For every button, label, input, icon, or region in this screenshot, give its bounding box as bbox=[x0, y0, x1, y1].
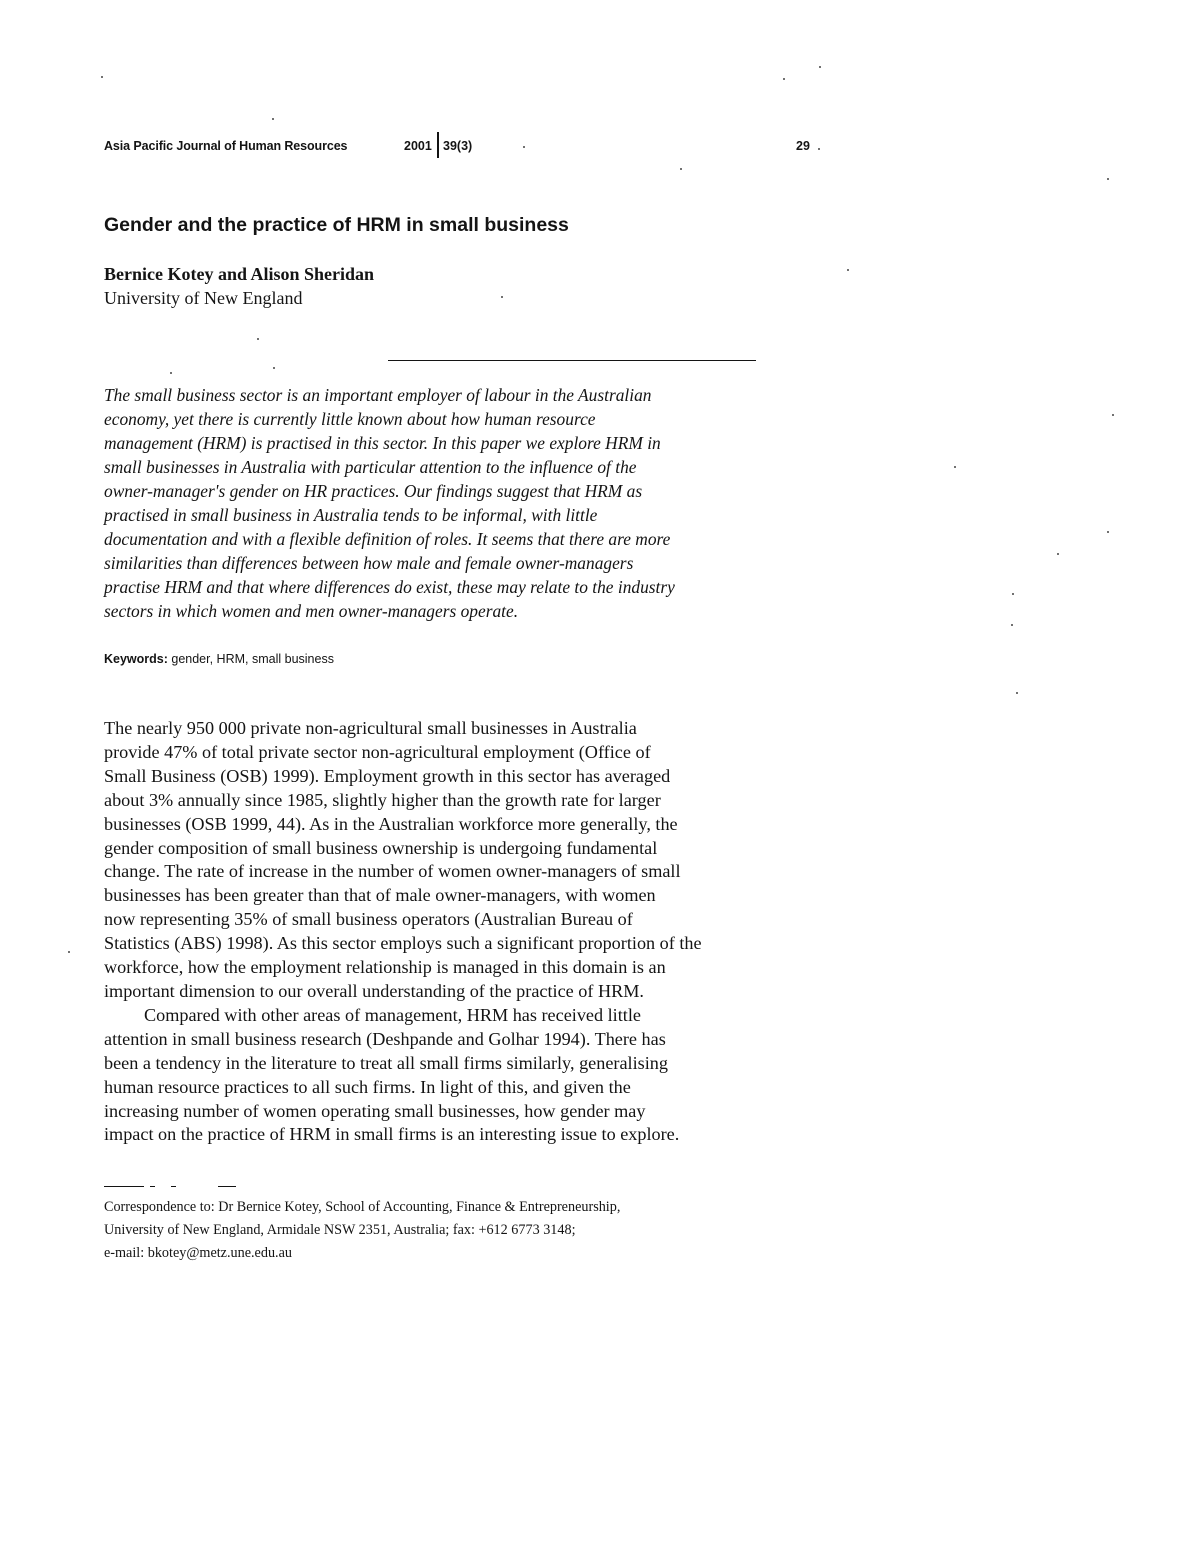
page-number: 29 bbox=[796, 139, 810, 153]
scan-speck bbox=[1057, 553, 1059, 555]
section-divider bbox=[388, 360, 756, 361]
body-line: workforce, how the employment relationship is managed in this domain is an bbox=[104, 957, 666, 978]
body-line: businesses has been greater than that of male owner-managers, with women bbox=[104, 885, 656, 906]
article-authors: Bernice Kotey and Alison Sheridan bbox=[104, 264, 375, 284]
body-text bbox=[104, 717, 758, 1147]
body-line: businesses (OSB 1999, 44). As in the Australian workforce more generally, the bbox=[104, 813, 678, 834]
body-line: increasing number of women operating small businesses, how gender may bbox=[104, 1100, 646, 1121]
abstract-line: sectors in which women and men owner-managers operate. bbox=[104, 601, 519, 621]
scan-speck bbox=[1107, 531, 1109, 533]
body-line: Small Business (OSB) 1999). Employment growth in this sector has averaged bbox=[104, 765, 671, 786]
scan-speck bbox=[1016, 692, 1018, 694]
footnote-line: University of New England, Armidale NSW 2351, Australia; fax: +612 6773 3148; bbox=[104, 1222, 576, 1238]
abstract-line: management (HRM) is practised in this sector. In this paper we explore HRM in bbox=[104, 433, 661, 453]
body-line: Compared with other areas of management, HRM has received little bbox=[144, 1004, 641, 1025]
scan-speck bbox=[101, 76, 103, 78]
scan-speck bbox=[680, 168, 682, 170]
body-line: change. The rate of increase in the number of women owner-managers of small bbox=[104, 861, 681, 882]
header-separator bbox=[437, 132, 439, 158]
body-line: The nearly 950 000 private non-agricultural small businesses in Australia bbox=[104, 718, 637, 738]
body-line: provide 47% of total private sector non-agricultural employment (Office of bbox=[104, 741, 651, 762]
scan-speck bbox=[68, 951, 70, 953]
footnote-line: Correspondence to: Dr Bernice Kotey, School of Accounting, Finance & Entrepreneurship, bbox=[104, 1199, 621, 1215]
abstract bbox=[104, 383, 757, 623]
scan-speck bbox=[1012, 593, 1014, 595]
abstract-line: documentation and with a flexible definition of roles. It seems that there are more bbox=[104, 529, 671, 549]
scan-speck bbox=[819, 66, 821, 68]
scan-speck bbox=[273, 367, 275, 369]
body-line: now representing 35% of small business operators (Australian Bureau of bbox=[104, 909, 633, 930]
body-line: been a tendency in the literature to treat all small firms similarly, generalising bbox=[104, 1052, 668, 1073]
body-line: important dimension to our overall understanding of the practice of HRM. bbox=[104, 980, 644, 1001]
scan-speck bbox=[1011, 624, 1013, 626]
keywords-label: Keywords: bbox=[104, 652, 168, 666]
article-title: Gender and the practice of HRM in small business bbox=[104, 214, 569, 236]
abstract-line: small businesses in Australia with particular attention to the influence of the bbox=[104, 457, 637, 477]
footnote-rule bbox=[171, 1186, 176, 1187]
scan-speck bbox=[1107, 178, 1109, 180]
scan-speck bbox=[818, 148, 820, 150]
author-affiliation: University of New England bbox=[104, 288, 303, 308]
scan-speck bbox=[847, 269, 849, 271]
body-line: about 3% annually since 1985, slightly higher than the growth rate for larger bbox=[104, 789, 661, 810]
footnote-rule bbox=[104, 1186, 144, 1187]
scan-speck bbox=[523, 146, 525, 148]
body-line: attention in small business research (Deshpande and Golhar 1994). There has bbox=[104, 1028, 666, 1049]
footnote-rule bbox=[218, 1186, 236, 1187]
abstract-line: owner-manager's gender on HR practices. Our findings suggest that HRM as bbox=[104, 481, 643, 501]
scan-speck bbox=[954, 466, 956, 468]
scan-speck bbox=[783, 78, 785, 80]
abstract-line: The small business sector is an important employer of labour in the Australian bbox=[104, 385, 652, 405]
scan-speck bbox=[1112, 414, 1114, 416]
footnote-rule bbox=[150, 1186, 155, 1187]
body-line: human resource practices to all such firms. In light of this, and given the bbox=[104, 1076, 631, 1097]
abstract-line: similarities than differences between how male and female owner-managers bbox=[104, 553, 634, 573]
correspondence-footnote bbox=[104, 1196, 764, 1265]
body-line: gender composition of small business ownership is undergoing fundamental bbox=[104, 837, 658, 858]
volume-issue: 39(3) bbox=[443, 139, 473, 153]
scan-speck bbox=[257, 338, 259, 340]
body-line: impact on the practice of HRM in small firms is an interesting issue to explore. bbox=[104, 1124, 680, 1145]
abstract-line: practised in small business in Australia tends to be informal, with little bbox=[104, 505, 598, 525]
footnote-line: e-mail: bkotey@metz.une.edu.au bbox=[104, 1245, 292, 1261]
journal-name: Asia Pacific Journal of Human Resources bbox=[104, 139, 348, 153]
body-line: Statistics (ABS) 1998). As this sector employs such a significant proportion of the bbox=[104, 933, 702, 954]
scan-speck bbox=[272, 118, 274, 120]
abstract-line: economy, yet there is currently little known about how human resource bbox=[104, 409, 596, 429]
keywords-value: gender, HRM, small business bbox=[167, 652, 334, 666]
publication-year: 2001 bbox=[404, 139, 432, 153]
abstract-line: practise HRM and that where differences do exist, these may relate to the industry bbox=[104, 577, 675, 597]
scan-speck bbox=[501, 296, 503, 298]
scan-speck bbox=[170, 372, 172, 374]
keywords bbox=[104, 652, 334, 666]
